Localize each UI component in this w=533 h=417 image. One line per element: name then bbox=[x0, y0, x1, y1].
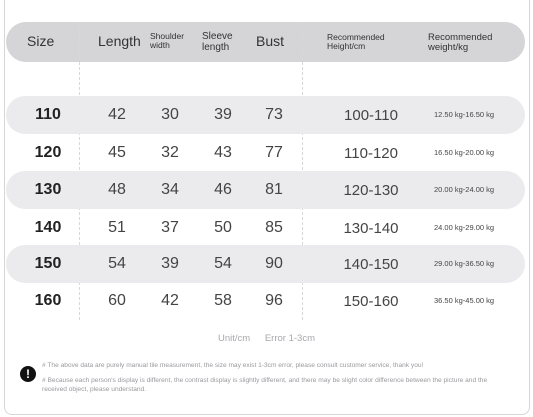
header-recommended-height: Recommended Height/cm bbox=[327, 32, 385, 51]
cell-sleeve: 39 bbox=[214, 106, 232, 123]
cell-length: 60 bbox=[108, 292, 126, 309]
cell-bust: 90 bbox=[265, 255, 283, 272]
table-row bbox=[6, 209, 525, 247]
cell-weight: 20.00 kg-24.00 kg bbox=[434, 185, 495, 195]
cell-height: 140-150 bbox=[343, 255, 399, 273]
cell-weight: 29.00 kg-36.50 kg bbox=[434, 259, 495, 269]
header-sleeve-length: Sleeve length bbox=[202, 31, 233, 53]
table-row bbox=[6, 96, 525, 134]
cell-weight: 24.00 kg-29.00 kg bbox=[434, 223, 495, 233]
cell-shoulder: 39 bbox=[161, 255, 179, 272]
cell-length: 42 bbox=[108, 106, 126, 123]
unit-text: Unit/cm bbox=[218, 333, 251, 344]
color-difference-note: # Because each person's display is different, the contrast display is slightly different, and there may be slight color difference between the picture and the received object, please understand. bbox=[42, 377, 488, 393]
header-recommended-weight: Recommended weight/kg bbox=[428, 32, 493, 53]
cell-size: 160 bbox=[34, 292, 62, 309]
cell-shoulder: 32 bbox=[161, 144, 179, 161]
cell-shoulder: 42 bbox=[161, 292, 179, 309]
header-size: Size bbox=[27, 33, 55, 49]
header-shoulder-width: Shoulder width bbox=[150, 31, 185, 50]
cell-size: 130 bbox=[34, 181, 62, 198]
cell-bust: 81 bbox=[265, 181, 283, 198]
cell-weight: 12.50 kg-16.50 kg bbox=[434, 110, 495, 120]
table-row bbox=[6, 245, 525, 283]
warning-icon: ! bbox=[20, 366, 36, 382]
cell-bust: 85 bbox=[265, 219, 283, 236]
cell-weight: 36.50 kg-45.00 kg bbox=[434, 296, 495, 306]
cell-size: 140 bbox=[34, 219, 62, 236]
cell-bust: 73 bbox=[265, 106, 283, 123]
cell-length: 54 bbox=[108, 255, 126, 272]
cell-height: 130-140 bbox=[343, 219, 399, 237]
cell-height: 150-160 bbox=[343, 292, 399, 310]
table-row bbox=[6, 282, 525, 320]
error-text: Error 1-3cm bbox=[264, 333, 315, 344]
cell-size: 150 bbox=[34, 255, 62, 272]
cell-height: 100-110 bbox=[344, 106, 398, 124]
header-length: Length bbox=[98, 33, 141, 49]
cell-sleeve: 50 bbox=[214, 219, 232, 236]
cell-height: 110-120 bbox=[344, 144, 398, 162]
cell-size: 110 bbox=[35, 106, 61, 123]
cell-sleeve: 46 bbox=[214, 181, 232, 198]
cell-length: 45 bbox=[108, 144, 126, 161]
measurement-note: # The above data are purely manual tile measurement, the size may exist 1-3cm error, please consult customer service, thank you! bbox=[42, 362, 424, 369]
table-row bbox=[6, 134, 525, 172]
cell-sleeve: 58 bbox=[214, 292, 232, 309]
cell-shoulder: 34 bbox=[161, 181, 179, 198]
header-bust: Bust bbox=[256, 33, 285, 49]
cell-shoulder: 30 bbox=[161, 106, 179, 123]
cell-shoulder: 37 bbox=[161, 219, 179, 236]
cell-length: 48 bbox=[108, 181, 126, 198]
cell-length: 51 bbox=[108, 219, 126, 236]
table-row bbox=[6, 171, 525, 209]
unit-line bbox=[0, 333, 533, 344]
cell-size: 120 bbox=[34, 144, 62, 161]
cell-sleeve: 43 bbox=[214, 144, 232, 161]
cell-bust: 96 bbox=[265, 292, 283, 309]
cell-bust: 77 bbox=[265, 144, 283, 161]
cell-height: 120-130 bbox=[343, 181, 399, 199]
cell-sleeve: 54 bbox=[214, 255, 232, 272]
cell-weight: 16.50 kg-20.00 kg bbox=[434, 148, 495, 158]
